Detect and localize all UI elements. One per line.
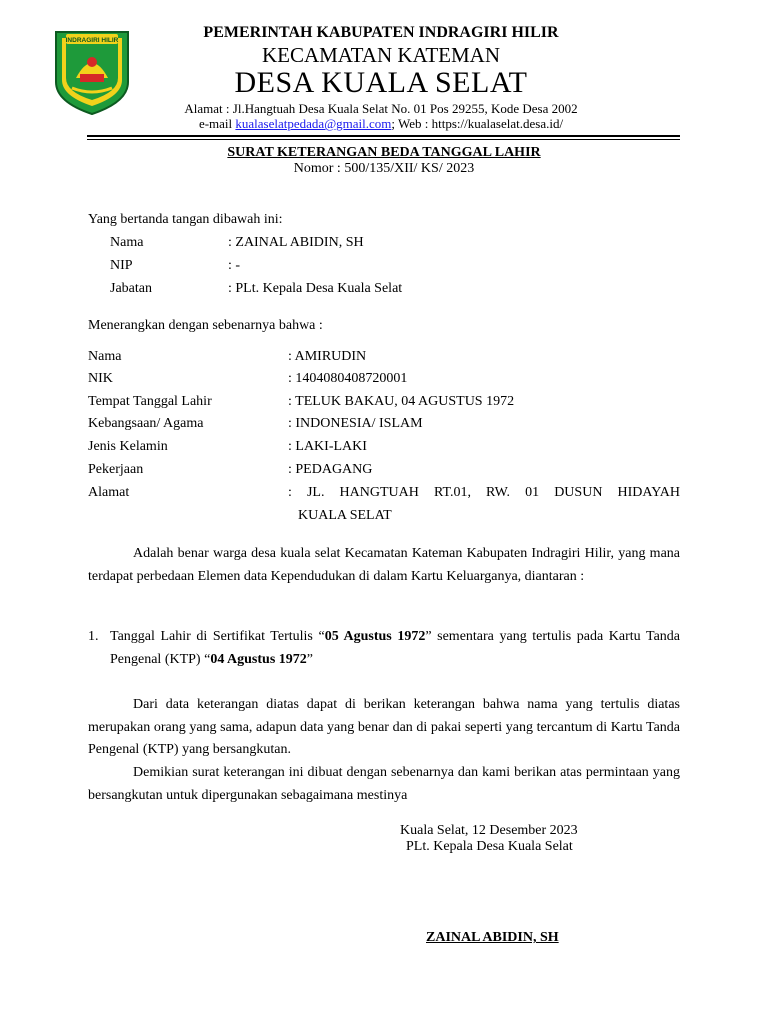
subject-value-address: : JL. HANGTUAH RT.01, RW. 01 DUSUN HIDAYAH xyxy=(288,485,680,500)
subject-value-gender: : LAKI-LAKI xyxy=(288,439,367,454)
subject-label-nationality: Kebangsaan/ Agama xyxy=(88,416,204,431)
subject-value-occupation: : PEDAGANG xyxy=(288,462,373,477)
web-text: ; Web : https://kualaselat.desa.id/ xyxy=(391,116,564,131)
paragraph-statement: Adalah benar warga desa kuala selat Kecamatan Kateman Kabupaten Indragiri Hilir, yang mana terdapat perbedaan Elemen data Kependudukan di dalam Kartu Keluarganya, diantaran : xyxy=(88,546,680,584)
subject-label-nik: NIK xyxy=(88,371,113,386)
subject-label-address: Alamat xyxy=(88,485,130,500)
signer-intro: Yang bertanda tangan dibawah ini: xyxy=(88,212,283,227)
signature-name: ZAINAL ABIDIN, SH xyxy=(426,930,559,945)
subject-label-birth: Tempat Tanggal Lahir xyxy=(88,394,212,409)
signer-value-position: : PLt. Kepala Desa Kuala Selat xyxy=(228,281,403,296)
email-link[interactable]: kualaselatpedada@gmail.com xyxy=(235,116,392,131)
signer-value-name: : ZAINAL ABIDIN, SH xyxy=(228,235,364,250)
letterhead-regency: PEMERINTAH KABUPATEN INDRAGIRI HILIR xyxy=(203,24,559,41)
subject-label-name: Nama xyxy=(88,349,122,364)
signer-label-name: Nama xyxy=(110,235,144,250)
paragraph-closing: Demikian surat keterangan ini dibuat dengan sebenarnya dan kami berikan atas permintaan yang bersangkutan untuk dipergunakan sebagaimana mestinya xyxy=(88,765,680,803)
subject-value-nationality: : INDONESIA/ ISLAM xyxy=(288,416,423,431)
letterhead-address: Alamat : Jl.Hangtuah Desa Kuala Selat No. 01 Pos 29255, Kode Desa 2002 xyxy=(184,101,578,116)
letterhead-contact xyxy=(100,116,662,132)
document-title: SURAT KETERANGAN BEDA TANGGAL LAHIR xyxy=(227,145,541,160)
letterhead-village: DESA KUALA SELAT xyxy=(234,66,528,99)
letterhead-rule-thin xyxy=(87,139,680,140)
list-text-a: Tanggal Lahir di Sertifikat Tertulis “ xyxy=(110,629,325,644)
subject-value-birth: : TELUK BAKAU, 04 AGUSTUS 1972 xyxy=(288,394,515,409)
letterhead-rule-thick xyxy=(87,135,680,137)
logo-lettering: INDRAGIRI HILIR xyxy=(65,37,119,44)
subject-intro: Menerangkan dengan sebenarnya bahwa : xyxy=(88,318,323,333)
list-item-number: 1. xyxy=(88,629,99,644)
list-date-ktp: 04 Agustus 1972 xyxy=(210,651,307,667)
list-item xyxy=(110,626,680,671)
list-date-certificate: 05 Agustus 1972 xyxy=(324,629,426,644)
signer-label-position: Jabatan xyxy=(110,281,152,296)
subject-label-gender: Jenis Kelamin xyxy=(88,439,168,454)
signature-position: PLt. Kepala Desa Kuala Selat xyxy=(406,839,573,854)
subject-value-name: : AMIRUDIN xyxy=(288,349,367,364)
document-number: Nomor : 500/135/XII/ KS/ 2023 xyxy=(293,161,475,176)
list-text-b: ” sementara yang tertulis pada Kartu Tanda Pengenal (KTP) “ xyxy=(110,629,681,667)
email-prefix: e-mail xyxy=(198,116,236,131)
paragraph-explanation: Dari data keterangan diatas dapat di berikan keterangan bahwa nama yang tertulis diatas merupakan orang yang sama, adapun data yang benar dan di pakai seperti yang tercantum di Kartu Tanda Pengenal (KTP) yang bersangkutan. xyxy=(88,697,680,757)
subject-value-nik: : 1404080408720001 xyxy=(288,371,408,386)
signature-place-date: Kuala Selat, 12 Desember 2023 xyxy=(400,823,578,838)
signer-value-nip: : - xyxy=(228,258,241,273)
subject-label-occupation: Pekerjaan xyxy=(88,462,144,477)
list-text-c: ” xyxy=(306,651,313,667)
subject-value-address-line2: KUALA SELAT xyxy=(298,508,392,523)
letterhead-district: KECAMATAN KATEMAN xyxy=(261,43,501,67)
signer-label-nip: NIP xyxy=(110,258,133,273)
